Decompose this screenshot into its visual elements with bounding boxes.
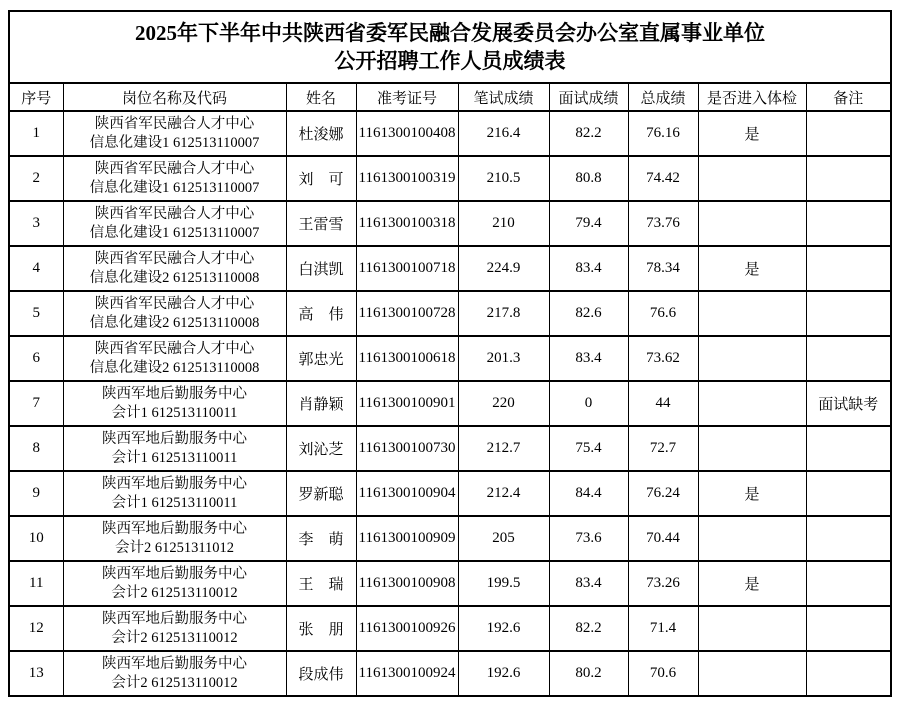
- col-header-seq: 序号: [9, 83, 63, 111]
- cell-physical-exam: [698, 381, 806, 426]
- cell-physical-exam: 是: [698, 471, 806, 516]
- cell-written-score: 210: [458, 201, 549, 246]
- cell-physical-exam: 是: [698, 246, 806, 291]
- cell-interview-score: 83.4: [549, 336, 628, 381]
- cell-total-score: 70.6: [628, 651, 698, 696]
- cell-written-score: 224.9: [458, 246, 549, 291]
- cell-interview-score: 84.4: [549, 471, 628, 516]
- cell-seq: 9: [9, 471, 63, 516]
- cell-note: 面试缺考: [806, 381, 891, 426]
- cell-written-score: 212.7: [458, 426, 549, 471]
- cell-ticket: 1161300100318: [356, 201, 458, 246]
- cell-ticket: 1161300100909: [356, 516, 458, 561]
- cell-total-score: 74.42: [628, 156, 698, 201]
- cell-total-score: 70.44: [628, 516, 698, 561]
- cell-job: [63, 651, 286, 696]
- table-row: [9, 291, 891, 336]
- cell-seq: 3: [9, 201, 63, 246]
- cell-total-score: 76.16: [628, 111, 698, 156]
- cell-note: [806, 426, 891, 471]
- cell-physical-exam: [698, 516, 806, 561]
- cell-note: [806, 201, 891, 246]
- job-org-line: 陕西军地后勤服务中心: [102, 655, 247, 672]
- col-header-job: 岗位名称及代码: [63, 83, 286, 111]
- cell-job: [63, 606, 286, 651]
- cell-name: 刘 可: [286, 156, 356, 201]
- col-header-note: 备注: [806, 83, 891, 111]
- job-code-line: 会计2 612513110012: [111, 674, 238, 691]
- title-row: [9, 11, 891, 83]
- cell-interview-score: 82.2: [549, 606, 628, 651]
- table-row: [9, 651, 891, 696]
- cell-written-score: 205: [458, 516, 549, 561]
- cell-name: 肖静颖: [286, 381, 356, 426]
- cell-job: [63, 471, 286, 516]
- cell-job: [63, 246, 286, 291]
- cell-written-score: 192.6: [458, 651, 549, 696]
- cell-job: [63, 156, 286, 201]
- job-code-line: 会计1 612513110011: [111, 494, 238, 511]
- cell-interview-score: 73.6: [549, 516, 628, 561]
- job-code-line: 信息化建设2 612513110008: [89, 269, 260, 286]
- cell-note: [806, 606, 891, 651]
- cell-ticket: 1161300100904: [356, 471, 458, 516]
- cell-total-score: 71.4: [628, 606, 698, 651]
- cell-ticket: 1161300100901: [356, 381, 458, 426]
- cell-name: 王 瑞: [286, 561, 356, 606]
- cell-interview-score: 79.4: [549, 201, 628, 246]
- cell-ticket: 1161300100718: [356, 246, 458, 291]
- table-title: [9, 11, 891, 83]
- table-row: [9, 471, 891, 516]
- cell-written-score: 199.5: [458, 561, 549, 606]
- score-table: [8, 10, 892, 697]
- job-org-line: 陕西军地后勤服务中心: [102, 565, 247, 582]
- table-row: [9, 336, 891, 381]
- cell-interview-score: 82.6: [549, 291, 628, 336]
- cell-total-score: 76.24: [628, 471, 698, 516]
- job-org-line: 陕西省军民融合人才中心: [94, 115, 255, 132]
- job-org-line: 陕西军地后勤服务中心: [102, 475, 247, 492]
- cell-ticket: 1161300100728: [356, 291, 458, 336]
- cell-interview-score: 83.4: [549, 246, 628, 291]
- cell-note: [806, 291, 891, 336]
- cell-job: [63, 516, 286, 561]
- cell-physical-exam: [698, 336, 806, 381]
- job-org-line: 陕西军地后勤服务中心: [102, 385, 247, 402]
- cell-interview-score: 83.4: [549, 561, 628, 606]
- cell-seq: 13: [9, 651, 63, 696]
- cell-job: [63, 426, 286, 471]
- table-row: [9, 381, 891, 426]
- cell-total-score: 72.7: [628, 426, 698, 471]
- cell-written-score: 216.4: [458, 111, 549, 156]
- cell-interview-score: 80.8: [549, 156, 628, 201]
- cell-seq: 4: [9, 246, 63, 291]
- cell-ticket: 1161300100618: [356, 336, 458, 381]
- cell-note: [806, 561, 891, 606]
- cell-note: [806, 111, 891, 156]
- cell-note: [806, 471, 891, 516]
- cell-total-score: 78.34: [628, 246, 698, 291]
- cell-written-score: 217.8: [458, 291, 549, 336]
- job-org-line: 陕西省军民融合人才中心: [94, 295, 255, 312]
- cell-interview-score: 80.2: [549, 651, 628, 696]
- table-row: [9, 156, 891, 201]
- table-row: [9, 201, 891, 246]
- cell-written-score: 210.5: [458, 156, 549, 201]
- col-header-interview-score: 面试成绩: [549, 83, 628, 111]
- col-header-physical-exam: 是否进入体检: [698, 83, 806, 111]
- cell-name: 杜浚娜: [286, 111, 356, 156]
- cell-physical-exam: 是: [698, 111, 806, 156]
- cell-physical-exam: [698, 201, 806, 246]
- cell-name: 段成伟: [286, 651, 356, 696]
- cell-seq: 11: [9, 561, 63, 606]
- job-org-line: 陕西省军民融合人才中心: [94, 340, 255, 357]
- cell-note: [806, 516, 891, 561]
- job-code-line: 信息化建设1 612513110007: [89, 224, 260, 241]
- cell-interview-score: 82.2: [549, 111, 628, 156]
- cell-ticket: 1161300100924: [356, 651, 458, 696]
- cell-total-score: 73.62: [628, 336, 698, 381]
- cell-name: 高 伟: [286, 291, 356, 336]
- cell-ticket: 1161300100926: [356, 606, 458, 651]
- cell-job: [63, 111, 286, 156]
- col-header-ticket: 准考证号: [356, 83, 458, 111]
- cell-physical-exam: 是: [698, 561, 806, 606]
- cell-seq: 6: [9, 336, 63, 381]
- col-header-total-score: 总成绩: [628, 83, 698, 111]
- cell-total-score: 73.76: [628, 201, 698, 246]
- job-code-line: 信息化建设1 612513110007: [89, 179, 260, 196]
- cell-seq: 7: [9, 381, 63, 426]
- cell-ticket: 1161300100319: [356, 156, 458, 201]
- cell-written-score: 220: [458, 381, 549, 426]
- job-org-line: 陕西军地后勤服务中心: [102, 610, 247, 627]
- header-row: [9, 83, 891, 111]
- cell-total-score: 76.6: [628, 291, 698, 336]
- cell-written-score: 192.6: [458, 606, 549, 651]
- cell-ticket: 1161300100408: [356, 111, 458, 156]
- cell-name: 白淇凯: [286, 246, 356, 291]
- job-org-line: 陕西省军民融合人才中心: [94, 160, 255, 177]
- cell-name: 李 萌: [286, 516, 356, 561]
- job-code-line: 会计2 612513110012: [111, 584, 238, 601]
- cell-name: 王雷雪: [286, 201, 356, 246]
- cell-total-score: 73.26: [628, 561, 698, 606]
- cell-interview-score: 75.4: [549, 426, 628, 471]
- job-code-line: 信息化建设1 612513110007: [89, 134, 260, 151]
- cell-seq: 5: [9, 291, 63, 336]
- cell-seq: 2: [9, 156, 63, 201]
- table-title-line1: 2025年下半年中共陕西省委军民融合发展委员会办公室直属事业单位: [135, 21, 766, 45]
- table-title-line2: 公开招聘工作人员成绩表: [334, 49, 566, 73]
- cell-job: [63, 291, 286, 336]
- job-org-line: 陕西省军民融合人才中心: [94, 205, 255, 222]
- cell-physical-exam: [698, 291, 806, 336]
- table-row: [9, 426, 891, 471]
- table-row: [9, 246, 891, 291]
- cell-seq: 10: [9, 516, 63, 561]
- table-row: [9, 516, 891, 561]
- job-org-line: 陕西省军民融合人才中心: [94, 250, 255, 267]
- col-header-name: 姓名: [286, 83, 356, 111]
- cell-interview-score: 0: [549, 381, 628, 426]
- table-row: [9, 111, 891, 156]
- job-org-line: 陕西军地后勤服务中心: [102, 520, 247, 537]
- cell-seq: 12: [9, 606, 63, 651]
- cell-physical-exam: [698, 156, 806, 201]
- cell-written-score: 201.3: [458, 336, 549, 381]
- cell-note: [806, 156, 891, 201]
- cell-job: [63, 381, 286, 426]
- col-header-written-score: 笔试成绩: [458, 83, 549, 111]
- job-code-line: 信息化建设2 612513110008: [89, 359, 260, 376]
- job-code-line: 会计2 61251311012: [114, 539, 235, 556]
- cell-seq: 1: [9, 111, 63, 156]
- cell-name: 张 朋: [286, 606, 356, 651]
- cell-job: [63, 336, 286, 381]
- job-code-line: 会计1 612513110011: [111, 449, 238, 466]
- cell-name: 刘沁芝: [286, 426, 356, 471]
- cell-name: 郭忠光: [286, 336, 356, 381]
- cell-note: [806, 246, 891, 291]
- job-code-line: 会计1 612513110011: [111, 404, 238, 421]
- cell-total-score: 44: [628, 381, 698, 426]
- table-row: [9, 606, 891, 651]
- cell-ticket: 1161300100730: [356, 426, 458, 471]
- job-code-line: 会计2 612513110012: [111, 629, 238, 646]
- cell-physical-exam: [698, 426, 806, 471]
- table-row: [9, 561, 891, 606]
- cell-physical-exam: [698, 606, 806, 651]
- cell-name: 罗新聪: [286, 471, 356, 516]
- job-code-line: 信息化建设2 612513110008: [89, 314, 260, 331]
- cell-note: [806, 651, 891, 696]
- cell-job: [63, 561, 286, 606]
- job-org-line: 陕西军地后勤服务中心: [102, 430, 247, 447]
- cell-note: [806, 336, 891, 381]
- cell-ticket: 1161300100908: [356, 561, 458, 606]
- cell-seq: 8: [9, 426, 63, 471]
- cell-job: [63, 201, 286, 246]
- cell-written-score: 212.4: [458, 471, 549, 516]
- cell-physical-exam: [698, 651, 806, 696]
